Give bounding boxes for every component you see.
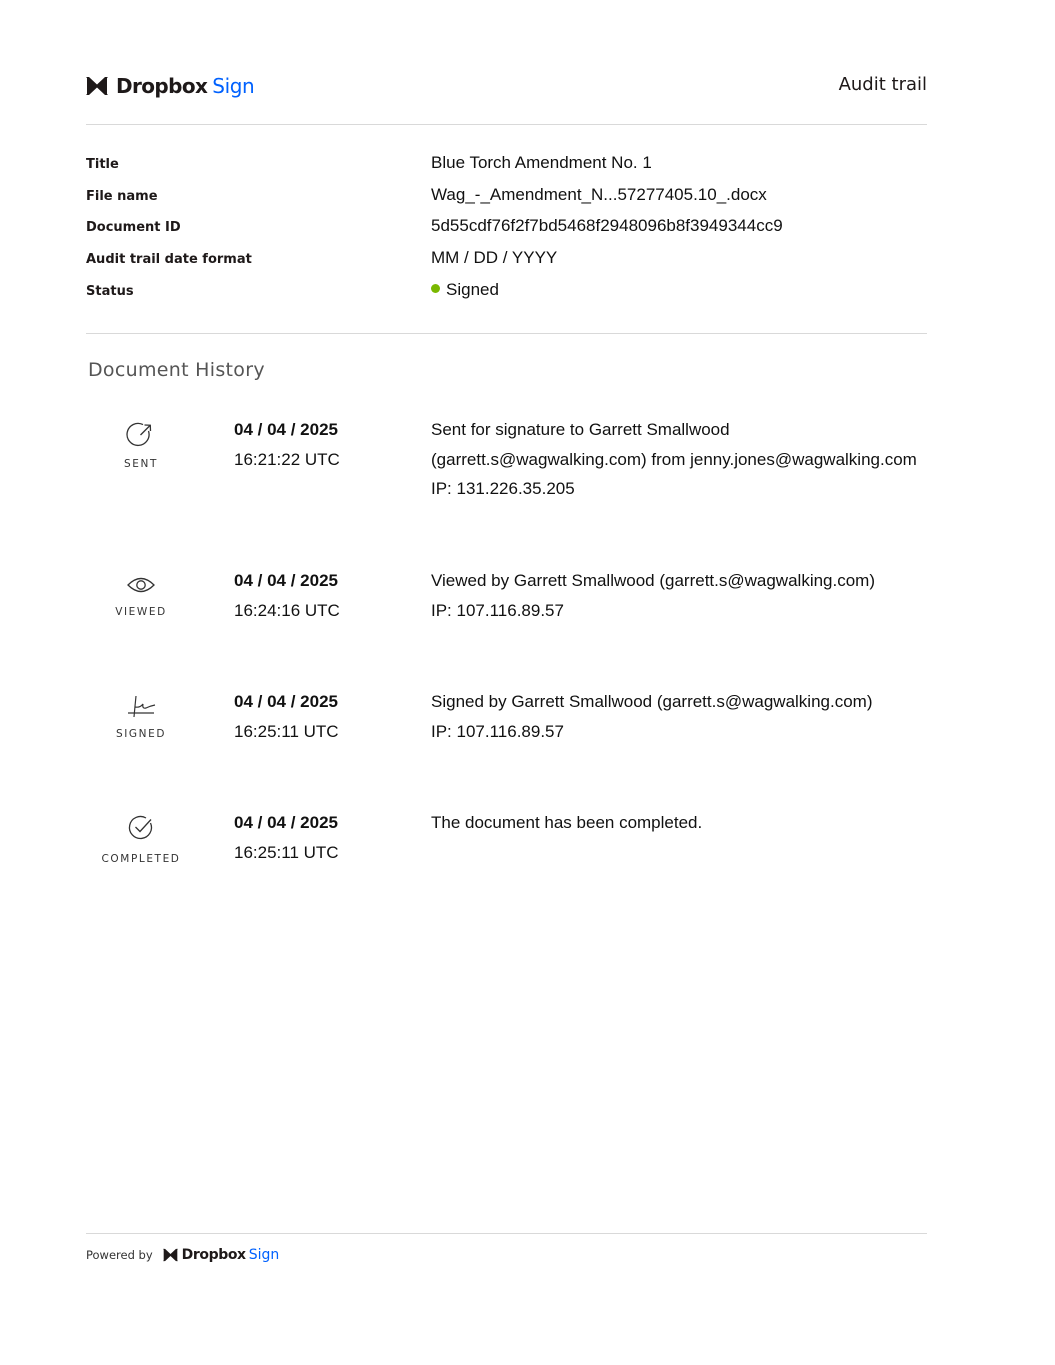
event-date: 04 / 04 / 2025 — [234, 571, 338, 590]
signature-icon — [126, 692, 156, 722]
event-date: 04 / 04 / 2025 — [234, 813, 338, 832]
section-title: Document History — [88, 359, 265, 381]
document-type-title: Audit trail — [838, 74, 927, 95]
event-line: The document has been completed. — [431, 813, 703, 832]
header-divider — [86, 124, 927, 125]
meta-divider — [86, 333, 927, 334]
eye-icon — [126, 571, 156, 601]
meta-value: MM / DD / YYYY — [431, 248, 558, 267]
event-description — [431, 687, 873, 746]
event-date: 04 / 04 / 2025 — [234, 420, 338, 439]
dropbox-logo-icon — [163, 1248, 178, 1262]
powered-by-text: Powered by — [86, 1248, 153, 1262]
footer-brand-word: Dropbox — [181, 1247, 246, 1263]
brand-word: Dropbox — [116, 74, 208, 98]
footer — [86, 1245, 927, 1265]
footer-divider — [86, 1233, 927, 1234]
meta-label: Document ID — [86, 220, 181, 235]
meta-value: Wag_-_Amendment_N...57277405.10_.docx — [431, 185, 767, 204]
meta-label: Audit trail date format — [86, 252, 252, 267]
meta-row-title — [86, 153, 927, 185]
event-line: IP: 131.226.35.205 — [431, 479, 575, 498]
sent-arrow-icon — [126, 420, 156, 450]
event-tag: COMPLETED — [101, 853, 181, 865]
event-description — [431, 808, 702, 838]
meta-label: Title — [86, 157, 119, 172]
meta-row-status — [86, 280, 927, 312]
brand-logo — [86, 74, 254, 98]
status-value — [431, 280, 499, 300]
event-description — [431, 566, 875, 625]
meta-row-file-name — [86, 185, 927, 217]
meta-value: 5d55cdf76f2f7bd5468f2948096b8f3949344cc9 — [431, 216, 783, 235]
event-description — [431, 415, 917, 504]
header — [86, 72, 927, 102]
event-line: Signed by Garrett Smallwood (garrett.s@wagwalking.com) — [431, 692, 873, 711]
event-line: Viewed by Garrett Smallwood (garrett.s@wagwalking.com) — [431, 571, 876, 590]
event-line: IP: 107.116.89.57 — [431, 600, 564, 620]
meta-row-date-format — [86, 248, 927, 280]
event-tag: SIGNED — [115, 728, 167, 740]
event-time: 16:25:11 UTC — [234, 843, 339, 862]
meta-label: File name — [86, 189, 158, 204]
event-tag: SENT — [124, 458, 158, 470]
event-line: Sent for signature to Garrett Smallwood — [431, 420, 730, 439]
event-line: (garrett.s@wagwalking.com) from jenny.jones@wagwalking.com — [431, 449, 917, 469]
event-time: 16:21:22 UTC — [234, 450, 340, 469]
check-circle-icon — [126, 813, 156, 843]
event-tag: VIEWED — [115, 606, 167, 618]
event-date: 04 / 04 / 2025 — [234, 692, 338, 711]
footer-brand-sign: Sign — [248, 1247, 280, 1263]
meta-label: Status — [86, 284, 134, 299]
dropbox-logo-icon — [86, 76, 108, 96]
meta-value: Blue Torch Amendment No. 1 — [431, 153, 652, 172]
meta-row-document-id — [86, 216, 927, 248]
brand-sign: Sign — [212, 74, 255, 98]
status-text: Signed — [446, 280, 499, 299]
event-time: 16:24:16 UTC — [234, 601, 340, 620]
event-line: IP: 107.116.89.57 — [431, 721, 564, 741]
status-dot-icon — [431, 284, 440, 293]
event-time: 16:25:11 UTC — [234, 722, 339, 741]
audit-trail-page — [86, 0, 927, 1365]
